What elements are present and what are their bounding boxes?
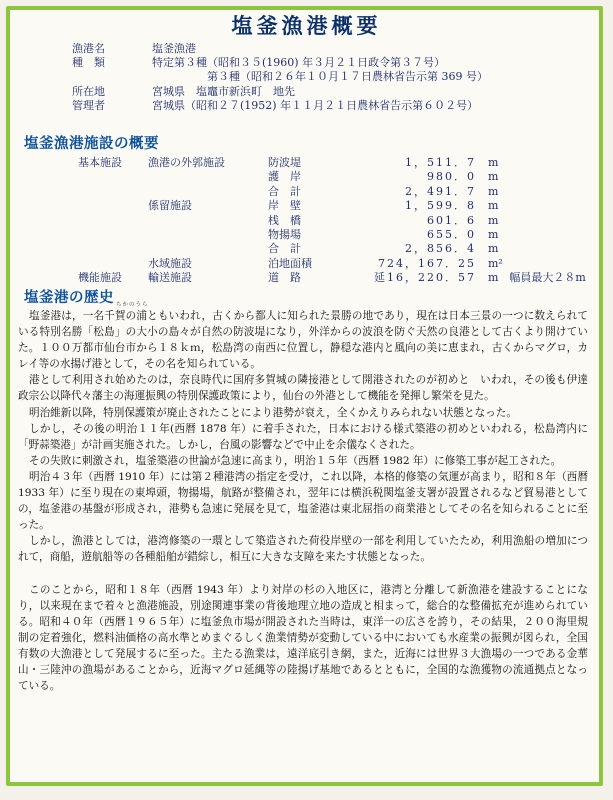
history-paragraph: 港として利用され始めたのは，奈良時代に国府多賀城の隣接港として開港されたのが初めと いわれ，その後も伊達政宗公以降代々藩主の海運振興の特別保護政策により，仙台の外港として機能を発揮し繁栄を見た。	[18, 374, 588, 403]
info-value: 宮城県（昭和２７(1952) 年１１月２１日農林省告示第６０２号）	[152, 98, 479, 112]
facility-item: 物揚場	[268, 227, 301, 241]
history-paragraph: 明治４３年（西暦 1910 年）には第２種港湾の指定を受け，これ以降，本格的修築の気運が高まり，昭和８年（西暦 1933 年）に至り現在の東埠頭，物揚場，航路が整備され，翌年には横浜税関塩釜支署が設置されるなど貿易港としての，塩釜港の基盤が形成され，港勢も急速に発展を見て，塩釜港は東北屈指の商業港としてその名を知られることに至った。	[18, 470, 588, 532]
facilities-heading: 塩釜漁港施設の概要	[24, 136, 159, 152]
info-value: 特定第３種（昭和３５(1960) 年３月２１日政令第３７号）	[152, 56, 446, 70]
facility-unit: m	[488, 170, 499, 184]
info-label: 漁港名	[72, 42, 105, 55]
info-value: 塩釜漁港	[152, 42, 196, 55]
facility-value: 2，856．4	[405, 242, 476, 256]
facility-value: 655．0	[427, 227, 476, 241]
facility-value: 1，511．7	[405, 156, 476, 169]
facility-unit: m	[488, 199, 499, 213]
port-info-table	[72, 42, 488, 113]
history-paragraph: 塩釜港は，一名千賀の浦ともいわれ，古くから都人に知られた景勝の地であり，現在は日本三景の一つに数えられている特別名勝「松島」の大小の島々が自然の防波堤になり，外洋からの波浪を防ぐ天然の良港として古くより開けていた。１００万都市仙台市から１８ｋｍ，松島湾の南西に位置し，静穏な港内と風向の美に恵まれ，古くからマグロ，カレイ等の水揚げ港として，その名を知られている。	[18, 310, 588, 371]
facility-item: 岸 壁	[268, 199, 301, 213]
history-heading: 塩釜港の歴史	[24, 290, 114, 306]
facility-unit: m	[488, 242, 499, 256]
facility-group: 水域施設	[148, 256, 192, 270]
facility-value: 601．6	[427, 213, 476, 227]
facility-unit: m	[488, 213, 499, 227]
ruby-annotation: ちかのうら	[116, 302, 149, 308]
facility-item: 合 計	[268, 184, 301, 198]
facility-value: 980．0	[427, 170, 476, 184]
info-row	[72, 42, 488, 56]
info-row	[72, 99, 488, 113]
facility-value: 724，167．25	[378, 256, 476, 270]
facility-item: 合 計	[268, 242, 301, 256]
info-label: 種 類	[72, 56, 105, 70]
info-row	[72, 85, 488, 99]
facility-category: 基本施設	[78, 156, 122, 169]
facility-unit: m	[488, 156, 499, 169]
info-label: 管理者	[72, 98, 105, 112]
facility-category: 機能施設	[78, 271, 122, 285]
facility-unit: m	[488, 227, 499, 241]
facility-item: 護 岸	[268, 170, 301, 184]
page-title: 塩釜漁港概要	[231, 14, 382, 38]
history-paragraph: しかし，漁港としては，港湾修築の一環として築造された荷役岸壁の一部を利用していたため，利用漁船の増加につれて，商船，遊航船等の各種船舶が錯綜し，相互に大きな支障を来たす状態となった。	[18, 535, 588, 564]
facility-item: 防波堤	[268, 156, 301, 169]
history-paragraph: しかし，その後の明治１１年(西暦 1878 年）に着手された，日本における様式築港の初めといわれる，松島湾内に「野蒜築港」が計画実施された。しかし，台風の影響などで中止を余儀なくされた。	[18, 422, 588, 451]
info-label	[72, 70, 152, 84]
facility-group: 輸送施設	[148, 271, 192, 285]
facility-item: 道 路	[268, 271, 301, 285]
facility-group: 係留施設	[148, 199, 192, 213]
facility-group: 漁港の外郭施設	[148, 156, 225, 169]
history-paragraph: その失敗に刺激され，塩釜築港の世論が急速に高まり，明治１５年（西暦 1982 年）に修築工事が起工された。	[29, 454, 562, 467]
info-row	[72, 56, 488, 70]
facility-item: 桟 橋	[268, 213, 301, 227]
history-paragraph: 明治維新以降，特別保護策が廃止されたことにより港勢が衰え，全くかえりみられない状態となった。	[29, 406, 517, 419]
history-paragraph: このことから，昭和１８年（西暦 1943 年）より対岸の杉の入地区に，港湾と分離して新漁港を建設することになり，以来現在まで着々と漁港施設，別途関連事業の背後地理立地の造成と相まって，総合的な整備拡充が進められている。昭和４０年（西暦１９６５年）に塩釜魚市場が開設された当時は，東洋一の広さを誇り，その結果，２００海里規制の定着強化，燃料油価格の高水準とめまぐるしく漁業情勢が変動している中においても水産業の振興が図られ，全国有数の大漁港として発展するに至った。主たる漁業は，遠洋底引き網，また，近海には世界３大漁場の一つである金華山・三陸沖の漁場があることから，近海マグロ延縄等の陸揚げ基地であるとともに，全国的な漁獲物の流通拠点となっている。	[18, 583, 588, 693]
history-body	[18, 308, 588, 694]
info-value: 宮城県 塩竈市新浜町 地先	[152, 84, 295, 98]
facility-item: 泊地面積	[268, 256, 312, 270]
info-label: 所在地	[72, 84, 105, 98]
facility-value: 延16，220．57	[374, 271, 476, 285]
info-row	[72, 70, 488, 84]
facility-value: 2，491．7	[405, 184, 476, 198]
info-value: 第３種（昭和２６年１０月１７日農林省告示第 369 号）	[152, 70, 488, 84]
facility-unit: m 幅員最大２８m	[488, 271, 586, 285]
facility-value: 1，599．8	[405, 199, 476, 213]
facility-unit: m	[488, 184, 499, 198]
facility-unit: m²	[488, 256, 503, 270]
